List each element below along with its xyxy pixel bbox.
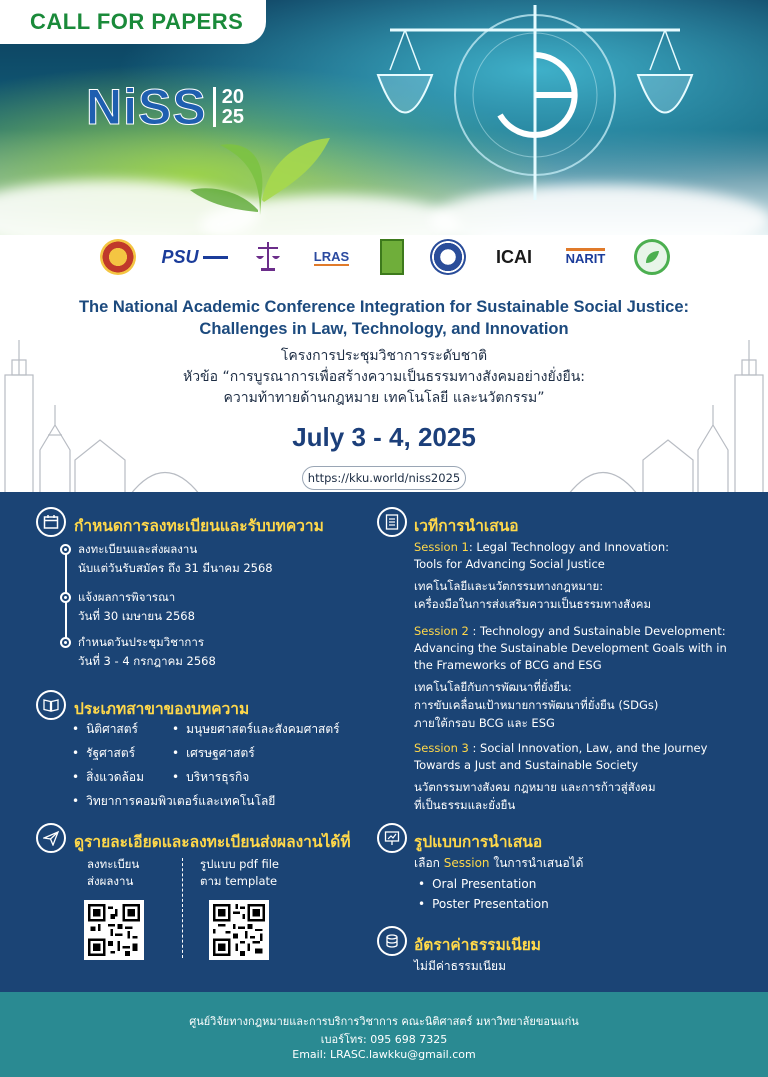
presentation-title: รูปแบบการนำเสนอ [414, 833, 543, 851]
call-for-papers-label: CALL FOR PAPERS [30, 9, 244, 34]
calendar-icon [36, 507, 66, 537]
fee-title: อัตราค่าธรรมเนียม [414, 936, 541, 954]
fee-value: ไม่มีค่าธรรมเนียม [414, 959, 506, 973]
session-3-heading: Session 3 : Social Innovation, Law, and the Journey [414, 741, 708, 755]
category-item: • บริหารธุรกิจ [172, 769, 249, 786]
category-item: • วิทยาการคอมพิวเตอร์และเทคโนโลยี [72, 793, 275, 810]
footer-organization: ศูนย์วิจัยทางกฎหมายและการบริการวิชาการ คณะนิติศาสตร์ มหาวิทยาลัยขอนแก่น [189, 1015, 579, 1028]
hero-banner [0, 0, 768, 235]
presentation-option: • Oral Presentation [418, 876, 536, 893]
session-1-heading: Session 1: Legal Technology and Innovation: [414, 540, 669, 554]
register-left-label: ส่งผลงาน [87, 874, 134, 888]
timeline-dot [60, 544, 71, 555]
session-2-subtitle: the Frameworks of BCG and ESG [414, 658, 602, 672]
presentation-lead: เลือก Session ในการนำเสนอได้ [414, 856, 584, 870]
kku-seal-icon [100, 239, 136, 275]
footer-email[interactable]: Email: LRASC.lawkku@gmail.com [292, 1048, 476, 1061]
presentation-option: • Poster Presentation [418, 896, 549, 913]
session-2-heading: Session 2 : Technology and Sustainable Development: [414, 624, 726, 638]
session-1-thai: เครื่องมือในการส่งเสริมความเป็นธรรมทางสังคม [414, 597, 652, 611]
timeline-dot [60, 637, 71, 648]
register-divider [182, 858, 183, 958]
royal-emblem-icon [430, 239, 466, 275]
schedule-title: กำหนดการลงทะเบียนและรับบทความ [74, 517, 324, 535]
contact-footer [0, 992, 768, 1077]
register-left-label: ลงทะเบียน [87, 857, 140, 871]
category-item: • สิ่งแวดล้อม [72, 769, 144, 786]
session-2-thai: ภายใต้กรอบ BCG และ ESG [414, 716, 555, 730]
conference-title-thai: โครงการประชุมวิชาการระดับชาติ หัวข้อ “การบูรณาการเพื่อสร้างความเป็นธรรมทางสังคมอย่างยั่งยืน: ความท้าทายด้านกฎหมาย เทคโนโลยี และนวัตกรรม” [182, 348, 586, 406]
category-item: • มนุษยศาสตร์และสังคมศาสตร์ [172, 721, 340, 738]
category-item: • เศรษฐศาสตร์ [172, 745, 255, 762]
timeline-dot [60, 592, 71, 603]
call-for-papers-badge [0, 0, 266, 44]
niss-logo-year: 20 25 [213, 87, 244, 127]
scales-emblem-icon [253, 239, 283, 275]
presentation-board-icon [377, 823, 407, 853]
green-badge-icon [380, 239, 404, 275]
paper-plane-icon [36, 823, 66, 853]
psu-logo-icon: PSU [162, 239, 228, 275]
session-2-thai: เทคโนโลยีกับการพัฒนาที่ยั่งยืน: [414, 680, 572, 694]
qr-code-template[interactable] [209, 900, 269, 960]
lras-logo-icon: LRAS [313, 248, 350, 264]
conference-title-english: The National Academic Conference Integration for Sustainable Social Justice: Challenges in Law, Technology, and Innovation [78, 298, 690, 338]
schedule-item-label: กำหนดวันประชุมวิชาการ [78, 635, 205, 649]
leaf-circle-logo-icon [634, 239, 670, 275]
category-item: • นิติศาสตร์ [72, 721, 138, 738]
register-right-label: รูปแบบ pdf file [200, 857, 279, 871]
schedule-item-label: ลงทะเบียนและส่งผลงาน [78, 542, 198, 556]
document-icon [377, 507, 407, 537]
niss-logo-word: NiSS [86, 79, 207, 135]
session-1-subtitle: Tools for Advancing Social Justice [414, 557, 605, 571]
icai-logo-icon: ICAI [496, 246, 532, 267]
qr-code-registration[interactable] [84, 900, 144, 960]
schedule-item-label: แจ้งผลการพิจารณา [78, 590, 176, 604]
session-3-subtitle: Towards a Just and Sustainable Society [414, 758, 638, 772]
schedule-item-detail: นับแต่วันรับสมัคร ถึง 31 มีนาคม 2568 [78, 561, 273, 575]
schedule-item-detail: วันที่ 30 เมษายน 2568 [78, 609, 195, 623]
session-2-subtitle: Advancing the Sustainable Development Goals with in [414, 641, 727, 655]
conference-dates: July 3 - 4, 2025 [292, 422, 476, 452]
partner-logo-row [100, 236, 670, 278]
register-title: ดูรายละเอียดและลงทะเบียนส่งผลงานได้ที่ [74, 833, 351, 851]
justice-scale-icon [350, 0, 730, 230]
book-icon [36, 690, 66, 720]
register-right-label: ตาม template [200, 874, 278, 888]
category-item: • รัฐศาสตร์ [72, 745, 135, 762]
session-3-thai: ที่เป็นธรรมและยั่งยืน [414, 798, 516, 812]
categories-title: ประเภทสาขาของบทความ [74, 700, 250, 718]
footer-phone: เบอร์โทร: 095 698 7325 [320, 1033, 448, 1046]
coins-icon [377, 926, 407, 956]
narit-logo-icon: NARIT [563, 239, 609, 275]
schedule-item-detail: วันที่ 3 - 4 กรกฎาคม 2568 [78, 654, 216, 668]
session-1-thai: เทคโนโลยีและนวัตกรรมทางกฎหมาย: [414, 579, 604, 593]
conference-url-link[interactable]: https://kku.world/niss2025 [302, 466, 466, 490]
session-3-thai: นวัตกรรมทางสังคม กฎหมาย และการก้าวสู่สังคม [414, 780, 656, 794]
niss-logo [86, 78, 244, 136]
sessions-title: เวทีการนำเสนอ [414, 517, 519, 535]
session-2-thai: การขับเคลื่อนเป้าหมายการพัฒนาที่ยั่งยืน (SDGs) [414, 698, 659, 712]
